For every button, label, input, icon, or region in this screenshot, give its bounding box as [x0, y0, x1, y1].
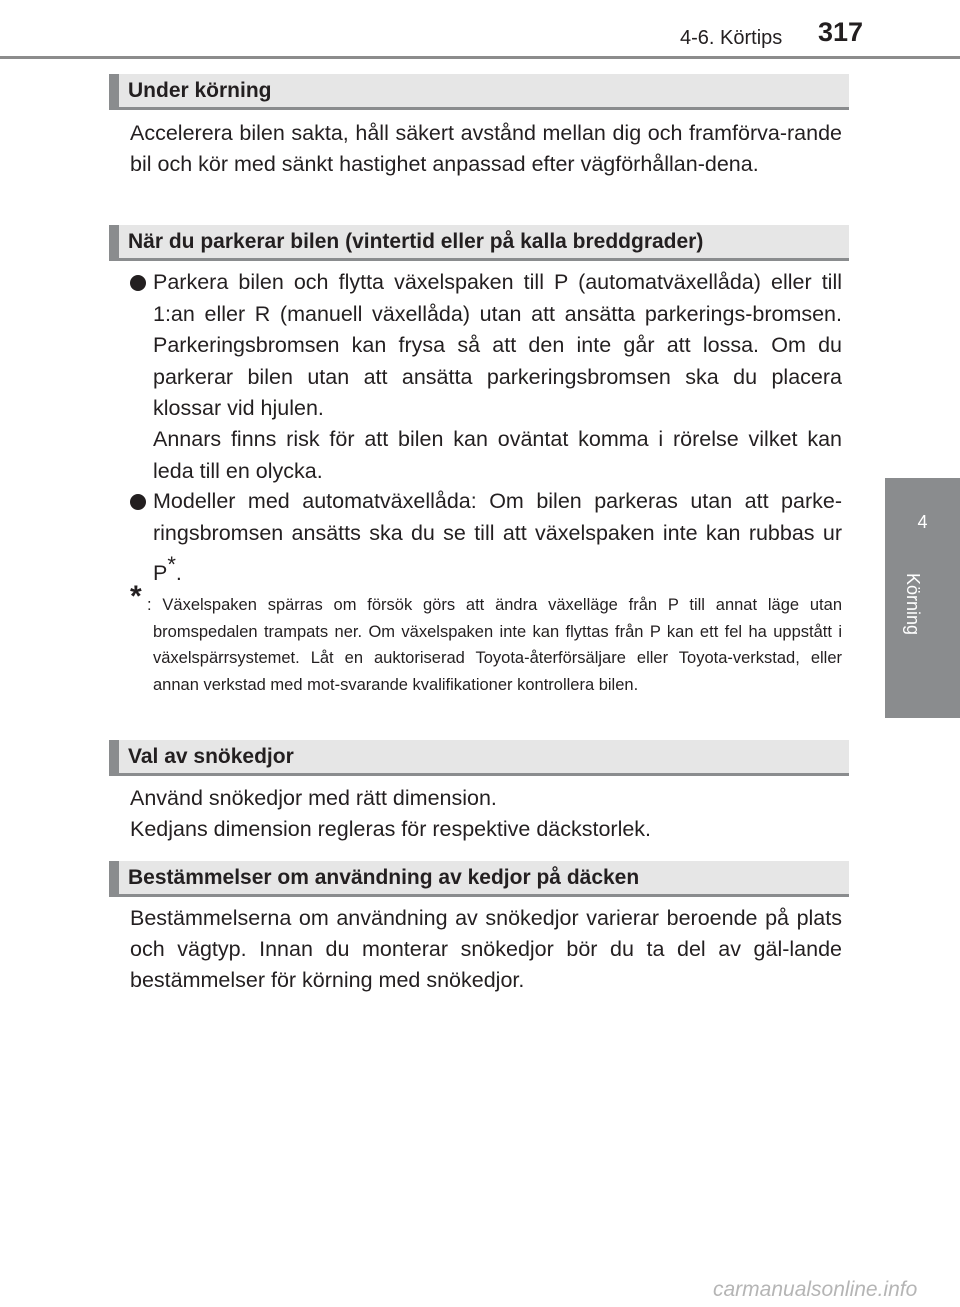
section-heading-bestammelser [109, 861, 849, 897]
footnote-mark: * [130, 580, 142, 613]
paragraph: Kedjans dimension regleras för respektive däckstorlek. [130, 817, 652, 841]
section-heading-under-korning [109, 74, 849, 110]
chapter-label: Körning [903, 573, 923, 636]
watermark: carmanualsonline.info [713, 1278, 918, 1301]
footnote-reference-mark: * [167, 552, 176, 577]
page-number: 317 [818, 17, 864, 47]
section-heading-parkering [109, 225, 849, 261]
bullet-text-end: . [175, 561, 182, 585]
section-title: Val av snökedjor [128, 745, 294, 768]
bullet-icon [130, 494, 146, 510]
paragraph: Bestämmelserna om användning av snökedjor varierar beroende på plats och vägtyp. Innan du monterar snökedjor bör du ta del av gäl-lande bestämmelser för körning med snökedjor. [130, 906, 842, 992]
bullet-text [153, 486, 842, 590]
section-title: Bestämmelser om användning av kedjor på däcken [128, 866, 640, 889]
chapter-side-tab [885, 478, 960, 718]
bullet-text: Parkera bilen och flytta växelspaken till P (automatväxellåda) eller till 1:an eller R (manuell växellåda) utan att ansätta parkerings-bromsen. Parkeringsbromsen kan frysa så att den inte går att lossa. Om du parkerar bilen utan att ansätta parkeringsbromsen ska du placera klossar vid hjulen. [153, 270, 842, 420]
footnote-text: : Växelspaken spärras om försök görs att ändra växelläge från P till annat läge utan bromspedalen trampats ner. Om växelspaken inte kan flyttas från P kan ett fel ha uppstått i växelspärrsystemet. Låt en auktoriserad Toyota-återförsäljare eller Toyota-verkstad, eller annan verkstad med mot-svarande kvalifikationer kontrollera bilen. [147, 596, 842, 694]
paragraph: Accelerera bilen sakta, håll säkert avstånd mellan dig och framförva-rande bil och kör med sänkt hastighet anpassad efter vägförhållan-dena. [130, 121, 842, 176]
paragraph: Använd snökedjor med rätt dimension. [130, 786, 497, 810]
header-divider [0, 56, 960, 59]
section-heading-snokedjor [109, 740, 849, 776]
bullet-icon [130, 275, 146, 291]
header-section-title: 4-6. Körtips [680, 27, 783, 49]
bullet-text-body: Modeller med automatväxellåda: Om bilen parkeras utan att parke-ringsbromsen ansätts ska du se till att växelspaken inte kan rubbas ur P [153, 489, 842, 585]
section-title: När du parkerar bilen (vintertid eller på kalla breddgrader) [128, 230, 704, 253]
chapter-number: 4 [917, 512, 928, 532]
bullet-subtext: Annars finns risk för att bilen kan oväntat komma i rörelse vilket kan leda till en olycka. [153, 427, 842, 483]
section-title: Under körning [128, 79, 272, 102]
